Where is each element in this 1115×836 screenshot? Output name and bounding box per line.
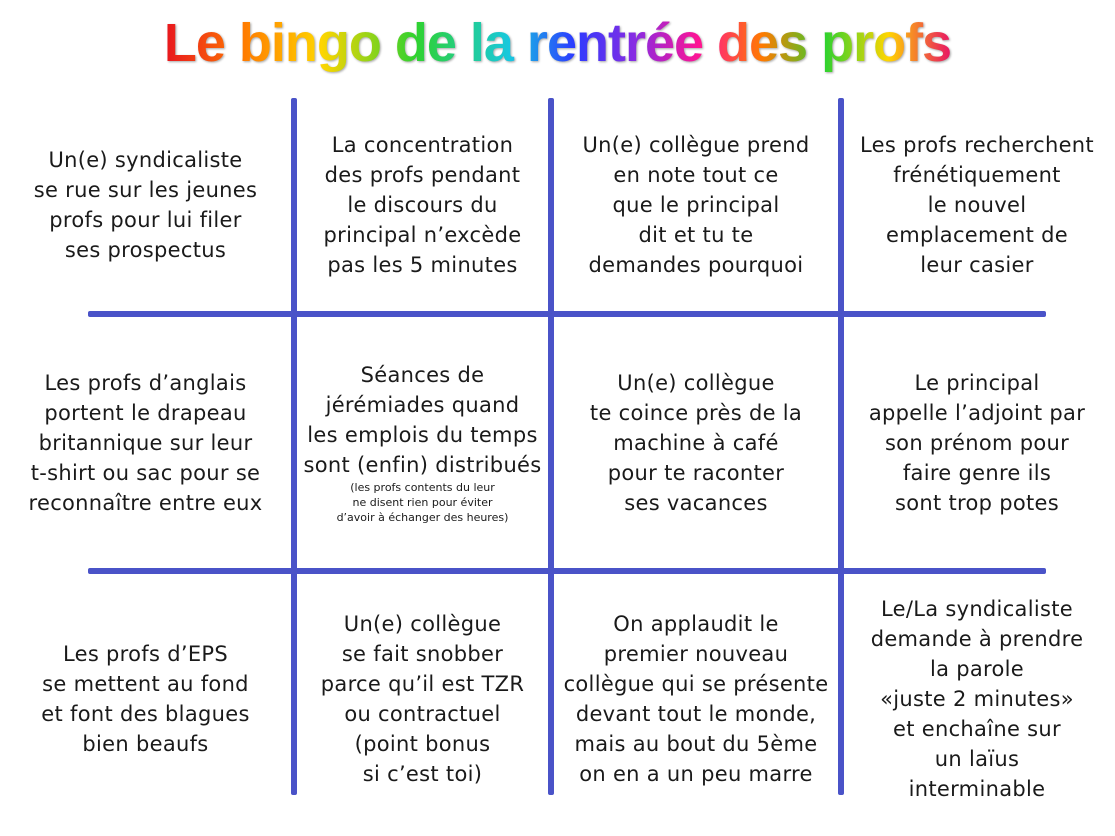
page-title [0,8,1115,78]
bingo-cell [844,98,1110,311]
bingo-cell-text: On applaudit le premier nouveau collègue qui se présente devant tout le monde, mais au bout du 5ème on en a un peu marre [563,612,829,786]
bingo-cell-text: La concentration des profs pendant le discours du principal n’excède pas les 5 minutes [323,132,522,277]
bingo-cell [0,317,291,568]
bingo-cell-text: Un(e) collègue se fait snobber parce qu’il est TZR ou contractuel (point bonus si c’est toi) [320,612,525,786]
bingo-cell [297,317,548,568]
bingo-cell-note: (les profs contents du leur ne disent rien pour éviter d’avoir à échanger des heures) [336,481,509,524]
bingo-cell-text: Un(e) collègue te coince près de la machine à café pour te raconter ses vacances [589,370,803,515]
bingo-cell-text: Un(e) syndicaliste se rue sur les jeunes profs pour lui filer ses prospectus [33,147,258,262]
bingo-cell [844,574,1110,824]
bingo-cell-text: Un(e) collègue prend en note tout ce que le principal dit et tu te demandes pourquoi [582,132,810,277]
bingo-cell-text: Les profs d’EPS se mettent au fond et font des blagues bien beaufs [41,642,250,756]
bingo-cell [554,98,838,311]
bingo-cell [844,317,1110,568]
bingo-cell [297,574,548,824]
bingo-cell-text: Le/La syndicaliste demande à prendre la parole «juste 2 minutes» et enchaîne sur un laïus interminable [870,597,1084,801]
bingo-cell-text: Les profs d’anglais portent le drapeau britannique sur leur t-shirt ou sac pour se reconnaître entre eux [28,370,263,515]
title-text: Le bingo de la rentrée des profs [164,8,951,78]
bingo-cell [554,317,838,568]
bingo-cell [0,98,291,311]
bingo-cell [554,574,838,824]
bingo-cell-text: Les profs recherchent frénétiquement le nouvel emplacement de leur casier [860,132,1094,277]
bingo-cell-text: Séances de jérémiades quand les emplois du temps sont (enfin) distribués [303,363,542,477]
bingo-cell-text: Le principal appelle l’adjoint par son prénom pour faire genre ils sont trop potes [868,370,1086,515]
bingo-cell [297,98,548,311]
bingo-cell [0,574,291,824]
